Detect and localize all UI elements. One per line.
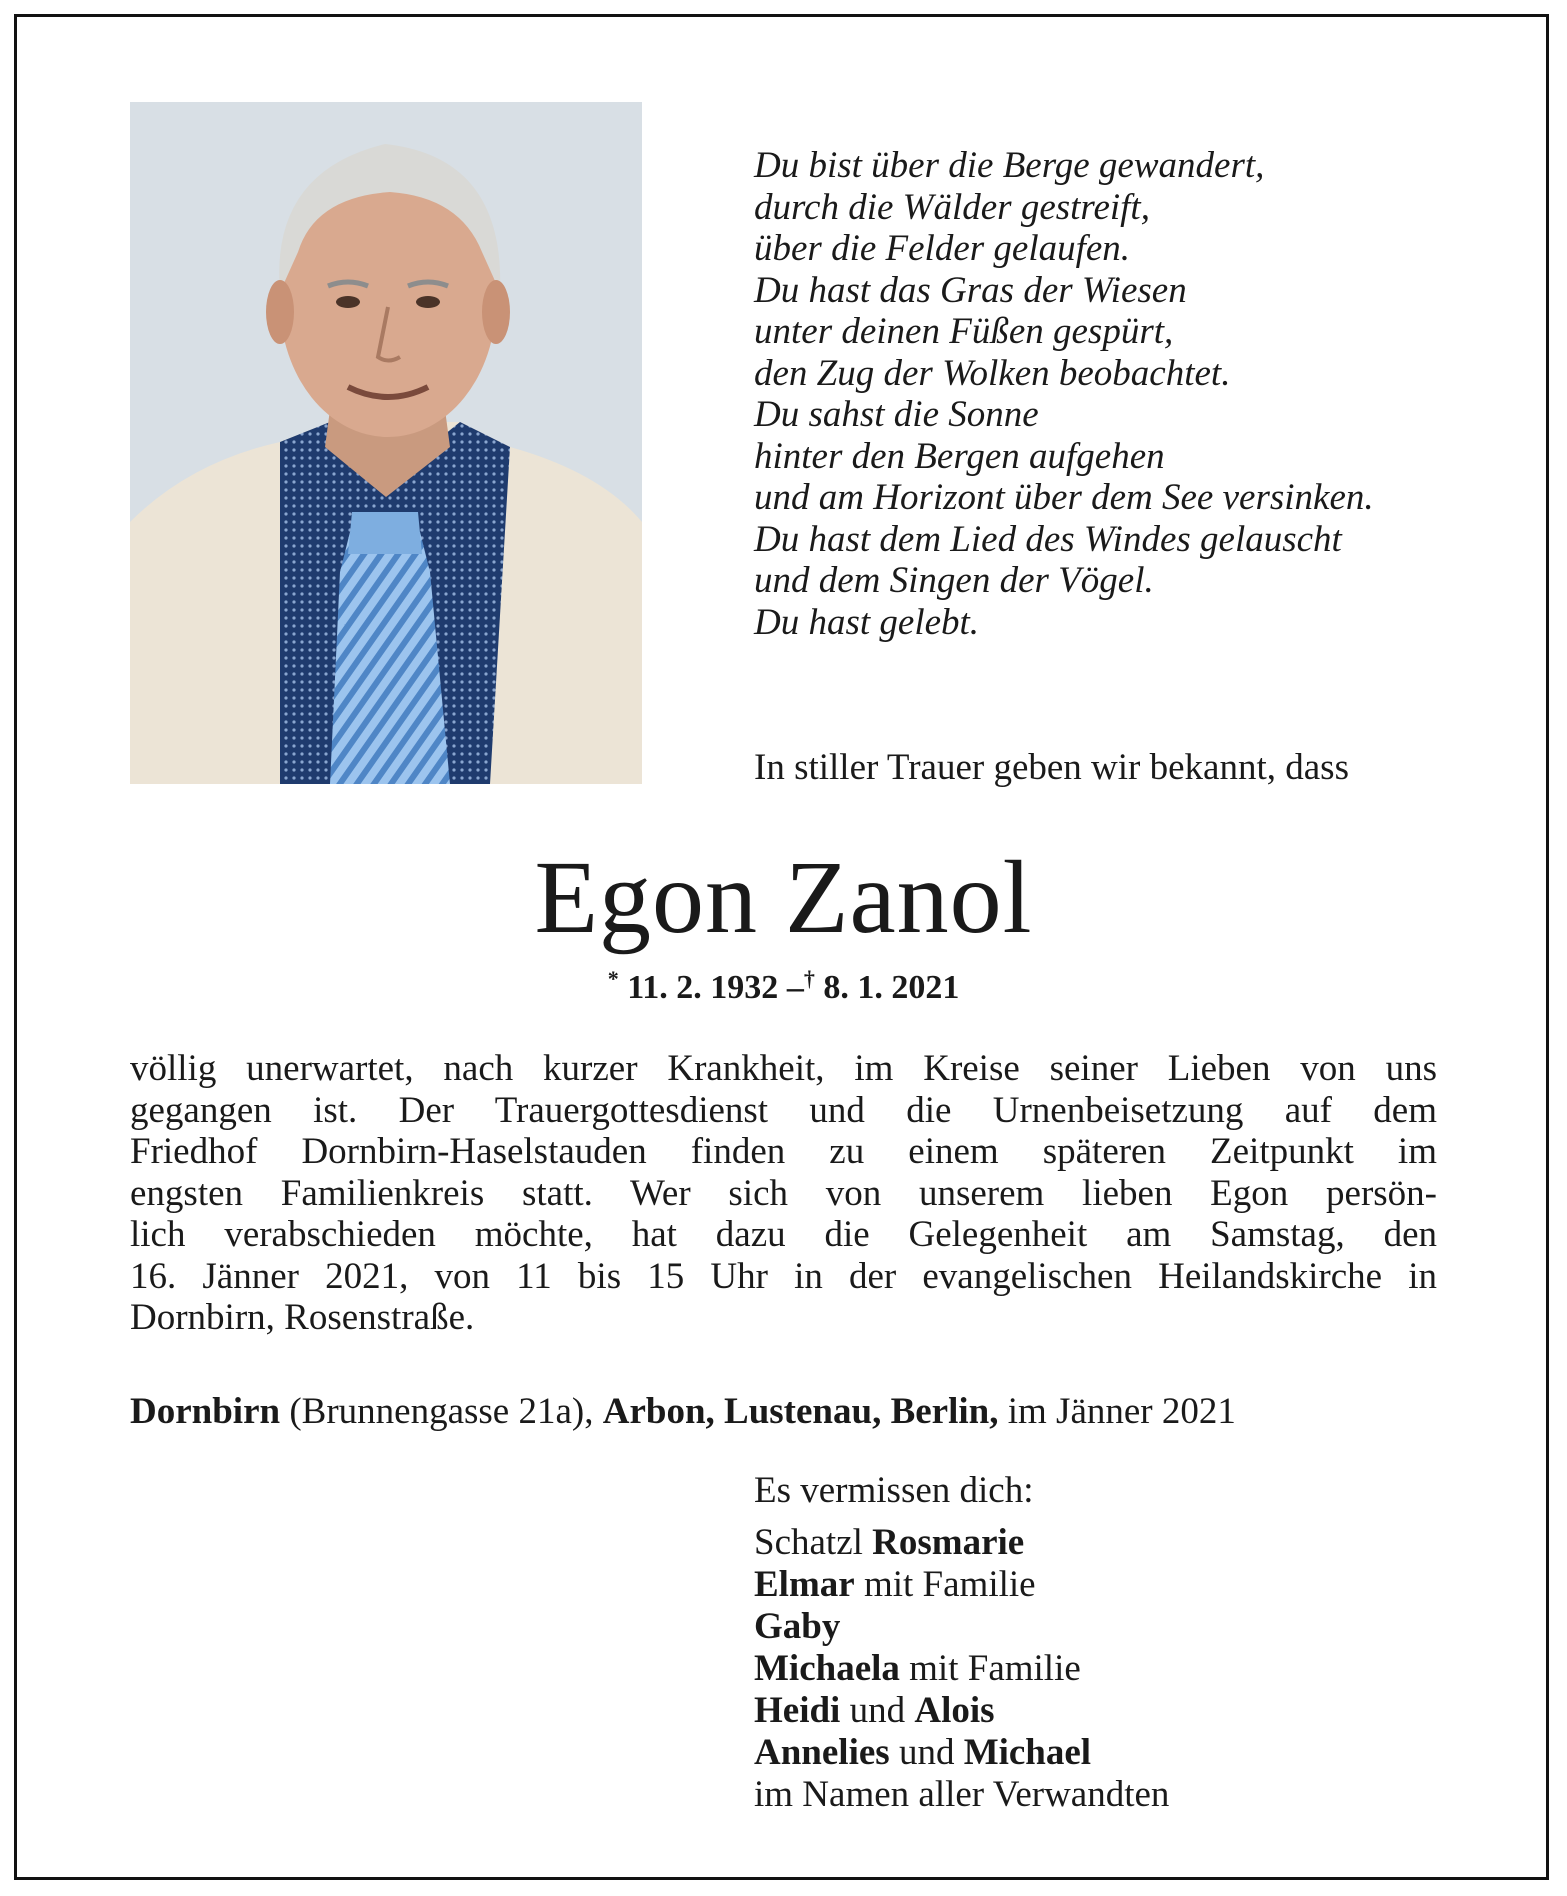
body-line: gegangen ist. Der Trauergottesdienst und die Urnenbeisetzung auf dem	[130, 1089, 1437, 1131]
birth-symbol: *	[607, 966, 619, 991]
portrait-illustration	[130, 102, 642, 784]
mourner-suffix: mit Familie	[899, 1648, 1081, 1689]
mourner-line	[754, 1606, 1169, 1648]
mourner-line	[754, 1648, 1169, 1690]
poem-line: Du hast das Gras der Wiesen	[754, 269, 1187, 311]
poem-line: über die Felder gelaufen.	[754, 228, 1131, 269]
place-others: Arbon, Lustenau, Berlin,	[602, 1391, 999, 1432]
announcement-intro: In stiller Trauer geben wir bekannt, dass	[754, 747, 1349, 788]
mourner-name: Elmar	[754, 1564, 855, 1605]
deceased-name: Egon Zanol	[534, 840, 1033, 955]
death-date: 8. 1. 2021	[823, 969, 960, 1006]
poem-line: Du bist über die Berge gewandert,	[754, 145, 1265, 186]
place-city: Dornbirn	[130, 1391, 281, 1432]
poem-line: den Zug der Wolken beobachtet.	[754, 352, 1231, 394]
mourners-lead: Es vermissen dich:	[754, 1470, 1034, 1511]
poem-line: Du sahst die Sonne	[754, 394, 1039, 435]
place-and-date	[130, 1390, 1236, 1433]
body-line: 16. Jänner 2021, von 11 bis 15 Uhr in der evangelischen Heilandskirche in	[130, 1255, 1437, 1297]
announcement-body	[130, 1048, 1437, 1339]
body-line: Dornbirn, Rosenstraße.	[130, 1297, 475, 1338]
mourner-conjunction: und	[840, 1690, 915, 1731]
portrait-photo	[130, 102, 642, 784]
body-line: völlig unerwartet, nach kurzer Krankheit, im Kreise seiner Lieben von uns	[130, 1048, 1437, 1089]
mourner-conjunction: und	[889, 1732, 964, 1773]
memorial-poem	[754, 145, 1474, 643]
death-symbol: †	[803, 966, 815, 991]
body-line: engsten Familienkreis statt. Wer sich von unserem lieben Egon persön-	[130, 1172, 1437, 1214]
mourner-suffix: mit Familie	[854, 1564, 1036, 1605]
life-dates	[0, 966, 1567, 1007]
mourner-prefix: Schatzl	[754, 1522, 873, 1563]
body-line: lich verabschieden möchte, hat dazu die Gelegenheit am Samstag, den	[130, 1214, 1437, 1255]
body-line: Friedhof Dornbirn-Haselstauden finden zu einem späteren Zeitpunkt im	[130, 1131, 1437, 1172]
mourner-line	[754, 1522, 1169, 1564]
mourner-name: Alois	[914, 1690, 995, 1731]
mourner-name: Michael	[963, 1732, 1092, 1773]
mourner-line	[754, 1564, 1169, 1606]
poem-line: hinter den Bergen aufgehen	[754, 435, 1165, 477]
mourner-name: Rosmarie	[872, 1522, 1025, 1563]
mourner-line	[754, 1690, 1169, 1732]
birth-date: 11. 2. 1932	[627, 969, 779, 1006]
mourners-list	[754, 1470, 1169, 1816]
poem-line: und dem Singen der Vögel.	[754, 560, 1154, 601]
mourner-name: Gaby	[754, 1606, 841, 1647]
mourner-name: Annelies	[754, 1732, 890, 1773]
poem-line: und am Horizont über dem See versinken.	[754, 477, 1374, 518]
date-separator: –	[786, 969, 804, 1006]
poem-line: Du hast dem Lied des Windes gelauscht	[754, 518, 1342, 560]
mourner-line	[754, 1774, 1169, 1816]
poem-line: Du hast gelebt.	[754, 601, 980, 643]
mourner-line	[754, 1732, 1169, 1774]
place-address: (Brunnengasse 21a),	[289, 1391, 594, 1432]
mourner-name: Heidi	[754, 1690, 841, 1731]
mourner-name: Michaela	[754, 1648, 900, 1689]
place-date: im Jänner 2021	[1007, 1391, 1236, 1432]
poem-line: durch die Wälder gestreift,	[754, 186, 1150, 228]
mourner-closing: im Namen aller Verwandten	[754, 1774, 1170, 1815]
poem-line: unter deinen Füßen gespürt,	[754, 311, 1174, 352]
